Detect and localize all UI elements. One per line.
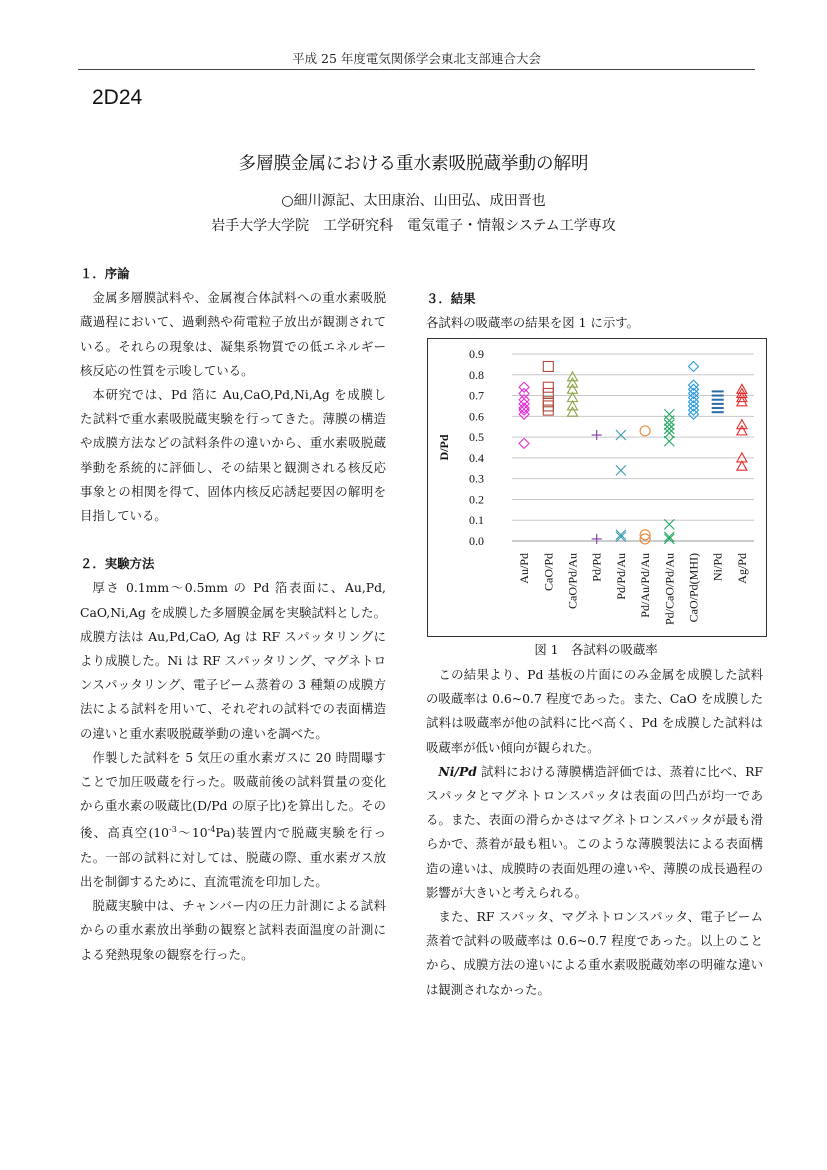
figure-1-chart [427, 338, 767, 637]
chart-canvas [428, 339, 766, 636]
y-tick-label: 0.6 [469, 409, 484, 424]
y-tick-label: 0.8 [469, 367, 484, 382]
data-point [519, 409, 529, 419]
y-tick-label: 0.9 [469, 347, 484, 361]
y-tick-label: 0.3 [469, 471, 484, 486]
intro-paragraph-2: 本研究では、Pd 箔に Au,CaO,Pd,Ni,Ag を成膜した試料で重水素吸脱蔵実験を行ってきた。薄膜の構造や成膜方法などの試料条件の違いから、重水素吸脱蔵挙動を系統的に評価し、その結果と観測される核反応事象との相関を得て、固体内核反応誘起要因の解明を目指している。 [80, 387, 386, 524]
data-point [519, 399, 529, 409]
data-point [543, 361, 553, 371]
data-point [737, 461, 747, 470]
data-point [664, 436, 674, 446]
results-paragraph-2 [426, 760, 763, 905]
data-point [519, 438, 529, 448]
category-label: Pd/CaO/Pd/Au [662, 553, 677, 626]
header-rule [78, 69, 755, 70]
category-label: Pd/Pd [589, 553, 604, 582]
paper-id: 2D24 [92, 86, 143, 109]
paper-title: 多層膜金属における重水素吸脱蔵挙動の解明 [238, 154, 589, 174]
method-paragraph-2 [80, 746, 386, 894]
left-column [80, 262, 386, 967]
y-tick-label: 0.1 [469, 513, 484, 528]
data-point [543, 401, 553, 411]
category-label: Au/Pd [517, 553, 532, 584]
ni-pd-label: Ni/Pd [438, 763, 477, 779]
data-point [664, 519, 674, 529]
data-point [664, 534, 674, 544]
exponent-2: -4 [207, 825, 216, 835]
category-label: Ni/Pd [710, 553, 725, 582]
data-point [568, 401, 578, 410]
category-label: Pd/Au/Pd/Au [638, 553, 653, 618]
category-label: CaO/Pd(MHI) [686, 553, 701, 623]
results-paragraph-1: この結果より、Pd 基板の片面にのみ金属を成膜した試料の吸蔵率は 0.6~0.7 程度であった。また、CaO を成膜した試料は吸蔵率が他の試料に比べ高く、Pd を成膜した試料は吸蔵率が低い傾向が観られた。 [426, 667, 763, 755]
data-point [568, 372, 578, 381]
data-point [568, 407, 578, 416]
method-paragraph-1: 厚さ 0.1mm～0.5mm の Pd 箔表面に、Au,Pd, CaO,Ni,Ag を成膜した多層膜金属を実験試料とした。成膜方法は Au,Pd,CaO, Ag は RF スパッタリングにより成膜した。Ni は RF スパッタリング、マグネトロンスパッタリング、電子ビーム蒸着の 3 種類の成膜方法による試料を用いて、それぞれの試料での表面構造の違いと重水素吸脱蔵挙動の違いを調べた。 [80, 580, 386, 741]
data-point [592, 430, 602, 440]
data-point [519, 382, 529, 392]
right-column-top [426, 287, 763, 335]
category-label: Ag/Pd [734, 553, 749, 584]
data-point [616, 430, 626, 440]
data-point [592, 534, 602, 544]
method-paragraph-3: 脱蔵実験中は、チャンバー内の圧力計測による試料からの重水素放出挙動の観察と試料表面温度の計測による発熱現象の観察を行った。 [80, 898, 386, 962]
results-intro: 各試料の吸蔵率の結果を図 1 に示す。 [426, 315, 640, 331]
author-list: ○細川源記、太田康治、山田弘、成田晋也 [281, 193, 546, 209]
data-point [640, 426, 650, 436]
intro-paragraph-1: 金属多層膜試料や、金属複合体試料への重水素吸脱蔵過程において、過剰熱や荷電粒子放出が観測されている。それらの現象は、凝集系物質での低エネルギー核反応の性質を示唆している。 [80, 290, 386, 378]
figure-1-caption: 図 1 各試料の吸蔵率 [534, 642, 658, 657]
data-point [737, 420, 747, 429]
right-column-bottom [426, 663, 763, 1002]
y-tick-label: 0.4 [469, 450, 484, 465]
method-p2-part-c: Pa)装置内で脱蔵実験を行った。一部の試料に対しては、脱蔵の際、重水素ガス放出を制御するために、直流電流を印加した。 [80, 825, 386, 889]
conference-header: 平成 25 年度電気関係学会東北支部連合大会 [292, 51, 541, 66]
data-point [616, 465, 626, 475]
exponent-1: -3 [169, 825, 177, 835]
category-label: Pd/Pd/Au [613, 553, 628, 600]
data-point [616, 532, 626, 542]
method-heading: ２．実験方法 [80, 556, 155, 572]
data-point [689, 361, 699, 371]
intro-heading: １．序論 [80, 266, 130, 281]
y-tick-label: 0.5 [469, 430, 484, 445]
y-tick-label: 0.0 [469, 534, 484, 548]
data-point [568, 378, 578, 387]
y-tick-label: 0.7 [469, 388, 484, 403]
method-p2-part-a: 作製した試料を 5 気圧の重水素ガスに 20 時間曝すことで加圧吸蔵を行った。吸蔵前後の試料質量の変化から重水素の吸蔵比(D/Pd の原子比)を算出した。その後、高真空(10 [80, 749, 386, 841]
data-point [737, 426, 747, 435]
results-paragraph-3: また、RF スパッタ、マグネトロンスパッタ、電子ビーム蒸着で試料の吸蔵率は 0.6~0.7 程度であった。以上のことから、成膜方法の違いによる重水素吸脱蔵効率の明確な違いは観測されなかった。 [426, 909, 763, 997]
y-axis-label: D/Pd [437, 434, 451, 461]
category-label: CaO/Pd/Au [565, 553, 580, 610]
y-tick-label: 0.2 [469, 492, 484, 507]
data-point [519, 388, 529, 398]
data-point [664, 532, 674, 542]
data-point [616, 530, 626, 540]
results-heading: ３．結果 [426, 291, 476, 306]
category-label: CaO/Pd [541, 553, 556, 592]
affiliation: 岩手大学大学院 工学研究科 電気電子・情報システム工学専攻 [211, 218, 616, 234]
results-p2-body: 試料における薄膜構造評価では、蒸着に比べ、RF スパッタとマグネトロンスパッタは表面の凹凸が均一である。また、表面の滑らかさはマグネトロンスパッタが最も滑らかで、蒸着が最も粗い。このような薄膜製法による表面構造の違いは、成膜時の表面処理の違いや、薄膜の成長過程の影響が大きいと考えられる。 [426, 763, 763, 900]
data-point [543, 382, 553, 392]
method-p2-part-b: ～10 [176, 825, 208, 841]
